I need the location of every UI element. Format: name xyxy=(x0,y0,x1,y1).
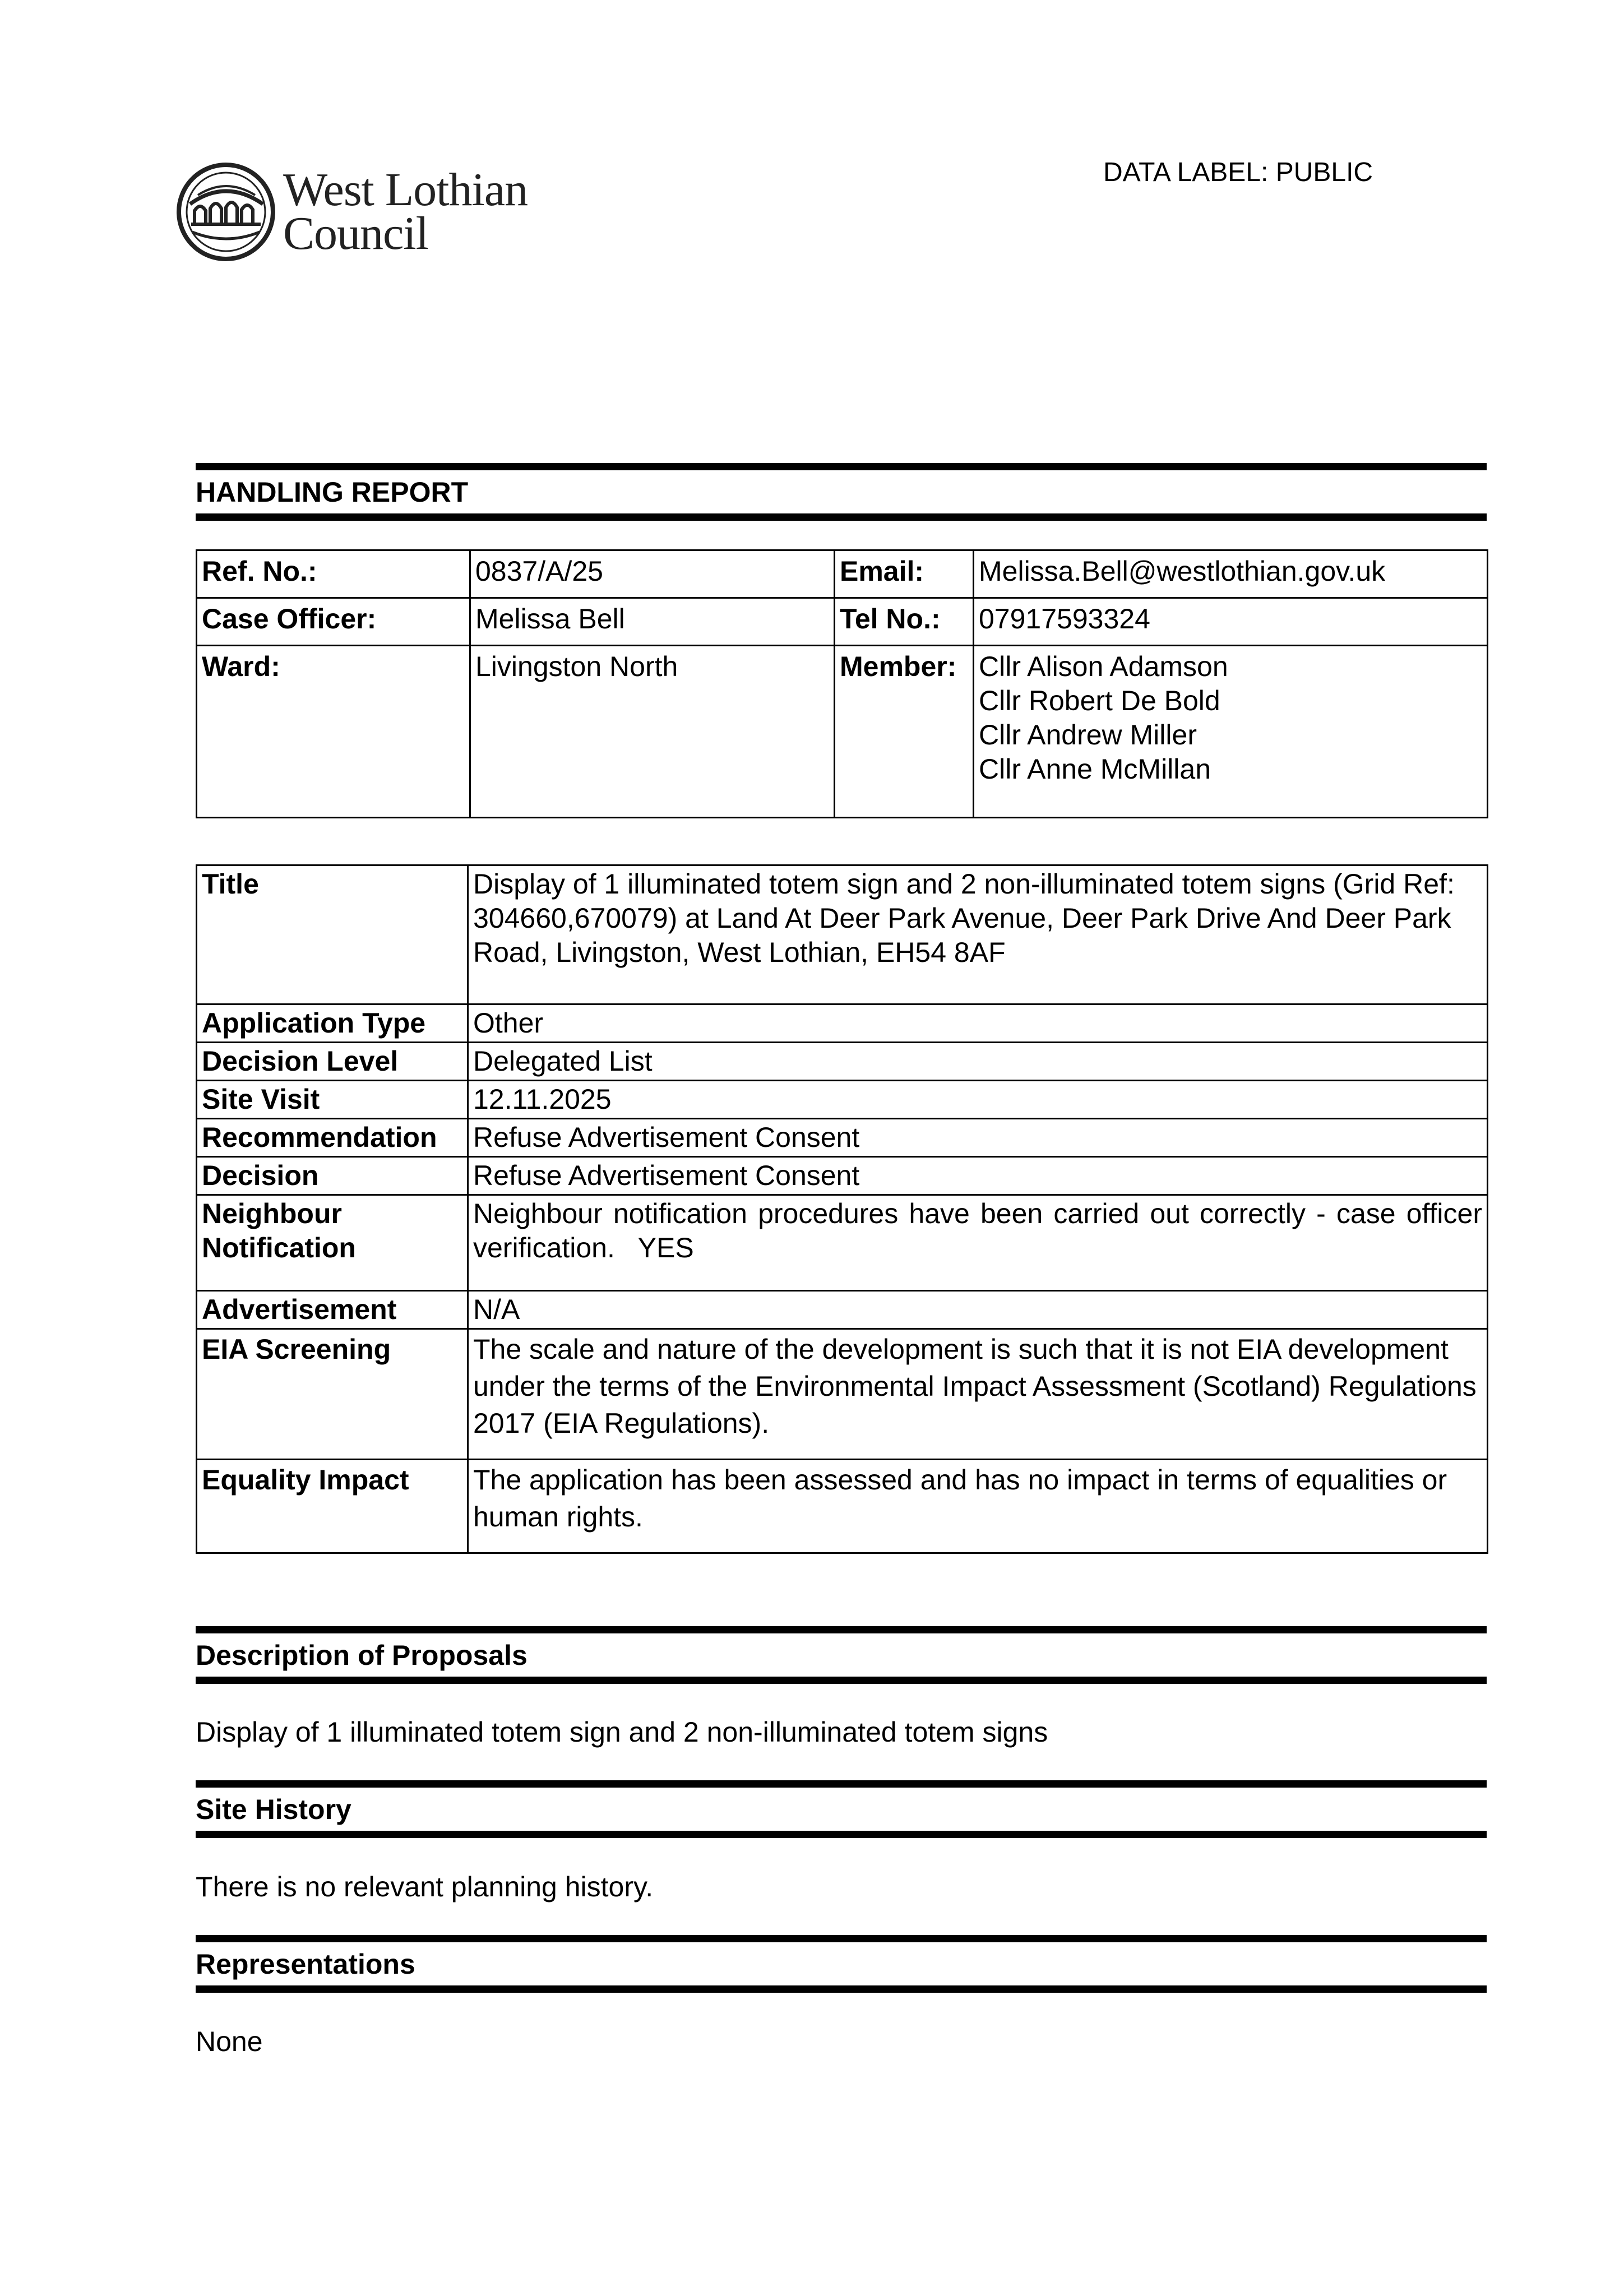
title-value: Display of 1 illuminated totem sign and 2 non-illuminated totem signs (Grid Ref: 304660,670079) at Land At Deer Park Avenue, Deer Park Drive And Deer Park Road, Livingston, West Lothian, EH54 8AF xyxy=(468,865,1488,1004)
description-section xyxy=(196,1626,1487,1684)
equality-impact-label: Equality Impact xyxy=(197,1460,468,1553)
representations-section xyxy=(196,1935,1487,1993)
data-label: DATA LABEL: PUBLIC xyxy=(1103,158,1373,187)
description-text: Display of 1 illuminated totem sign and 2 non-illuminated totem signs xyxy=(196,1716,1048,1748)
case-officer-label: Case Officer: xyxy=(197,598,470,646)
council-seal-icon xyxy=(175,161,276,262)
table-row xyxy=(197,865,1488,1004)
tel-value: 07917593324 xyxy=(974,598,1488,646)
table-row xyxy=(197,1291,1488,1329)
recommendation-label: Recommendation xyxy=(197,1119,468,1157)
ward-value: Livingston North xyxy=(470,646,835,818)
top-rule xyxy=(196,1935,1487,1942)
top-rule xyxy=(196,1780,1487,1788)
description-heading: Description of Proposals xyxy=(196,1640,528,1671)
logo-wordmark xyxy=(283,164,528,260)
member-item: Cllr Robert De Bold xyxy=(979,685,1220,716)
ref-value: 0837/A/25 xyxy=(470,550,835,598)
neighbour-notification-value: Neighbour notification procedures have been carried out correctly - case officer verification. YES xyxy=(468,1195,1488,1291)
details-table xyxy=(196,864,1488,1554)
tel-label: Tel No.: xyxy=(835,598,974,646)
bottom-rule xyxy=(196,513,1487,521)
council-logo xyxy=(175,161,528,262)
site-history-section xyxy=(196,1780,1487,1838)
case-officer-value: Melissa Bell xyxy=(470,598,835,646)
bottom-rule xyxy=(196,1677,1487,1684)
eia-screening-label: EIA Screening xyxy=(197,1329,468,1460)
handling-report-section xyxy=(196,463,1487,521)
logo-line-2: Council xyxy=(283,207,428,260)
representations-heading: Representations xyxy=(196,1948,415,1980)
site-history-text: There is no relevant planning history. xyxy=(196,1871,654,1902)
table-row xyxy=(197,1004,1488,1043)
logo-line-1: West Lothian xyxy=(283,164,528,216)
member-list xyxy=(974,646,1488,818)
member-item: Cllr Andrew Miller xyxy=(979,719,1197,751)
table-row xyxy=(197,1195,1488,1291)
member-item: Cllr Alison Adamson xyxy=(979,651,1228,682)
site-history-heading: Site History xyxy=(196,1794,351,1825)
top-rule xyxy=(196,463,1487,470)
site-visit-value: 12.11.2025 xyxy=(468,1081,1488,1119)
member-item: Cllr Anne McMillan xyxy=(979,753,1211,785)
representations-text: None xyxy=(196,2026,263,2057)
member-label: Member: xyxy=(835,646,974,818)
email-value[interactable]: Melissa.Bell@westlothian.gov.uk xyxy=(974,550,1488,598)
decision-level-label: Decision Level xyxy=(197,1043,468,1081)
title-label: Title xyxy=(197,865,468,1004)
table-row xyxy=(197,646,1488,818)
table-row xyxy=(197,1460,1488,1553)
bottom-rule xyxy=(196,1831,1487,1838)
ref-label: Ref. No.: xyxy=(197,550,470,598)
bottom-rule xyxy=(196,1985,1487,1993)
decision-label: Decision xyxy=(197,1157,468,1195)
ward-label: Ward: xyxy=(197,646,470,818)
top-rule xyxy=(196,1626,1487,1633)
neighbour-notification-label: Neighbour Notification xyxy=(197,1195,468,1291)
table-row xyxy=(197,1119,1488,1157)
report-title: HANDLING REPORT xyxy=(196,476,469,508)
advertisement-value: N/A xyxy=(468,1291,1488,1329)
table-row xyxy=(197,1081,1488,1119)
email-label: Email: xyxy=(835,550,974,598)
equality-impact-value: The application has been assessed and has no impact in terms of equalities or human rights. xyxy=(468,1460,1488,1553)
table-row xyxy=(197,1329,1488,1460)
eia-screening-value: The scale and nature of the development is such that it is not EIA development under the terms of the Environmental Impact Assessment (Scotland) Regulations 2017 (EIA Regulations). xyxy=(468,1329,1488,1460)
contact-table xyxy=(196,549,1488,818)
decision-value: Refuse Advertisement Consent xyxy=(468,1157,1488,1195)
advertisement-label: Advertisement xyxy=(197,1291,468,1329)
table-row xyxy=(197,1157,1488,1195)
table-row xyxy=(197,550,1488,598)
application-type-label: Application Type xyxy=(197,1004,468,1043)
application-type-value: Other xyxy=(468,1004,1488,1043)
table-row xyxy=(197,598,1488,646)
site-visit-label: Site Visit xyxy=(197,1081,468,1119)
recommendation-value: Refuse Advertisement Consent xyxy=(468,1119,1488,1157)
decision-level-value: Delegated List xyxy=(468,1043,1488,1081)
table-row xyxy=(197,1043,1488,1081)
